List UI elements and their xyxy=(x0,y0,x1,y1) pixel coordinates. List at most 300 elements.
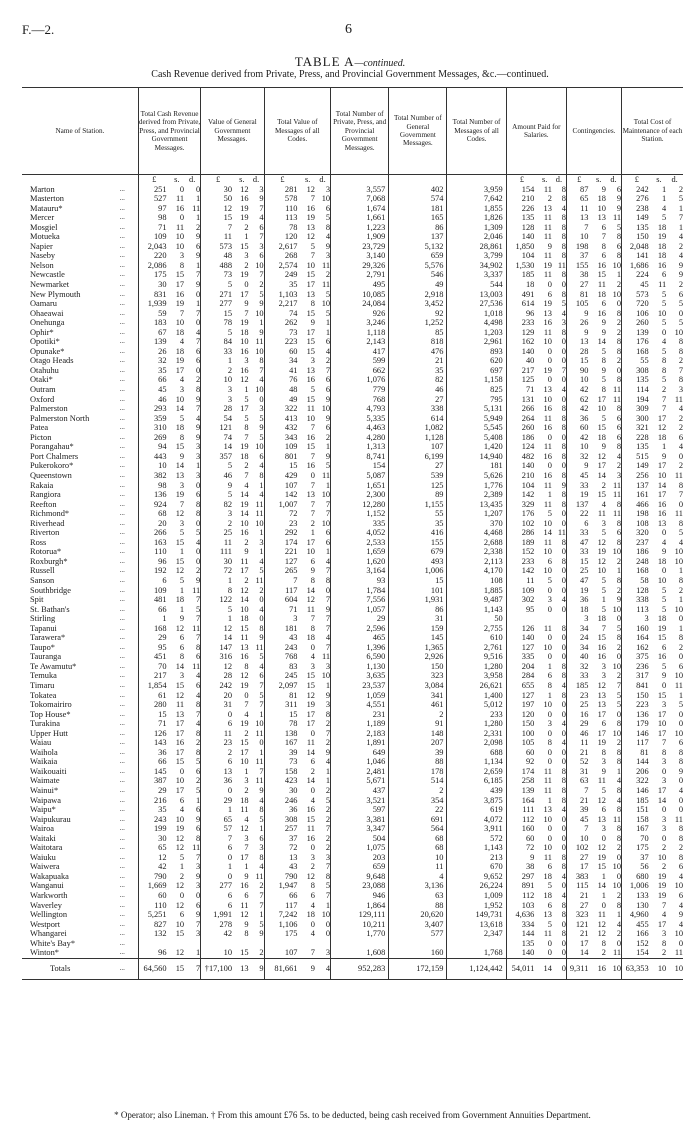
num-all: 1,143 xyxy=(447,605,506,615)
gov-shillings: 3 xyxy=(244,776,249,786)
contingency-pence: 11 xyxy=(612,213,622,223)
maintenance-pence: 9 xyxy=(678,910,683,920)
salary-pounds: 162 xyxy=(506,337,537,347)
contingency-shillings: 8 xyxy=(601,938,606,948)
num-gov: 3,136 xyxy=(389,881,447,891)
salary-shillings: 16 xyxy=(543,404,552,414)
gov-shillings: 12 xyxy=(240,671,249,681)
all-pounds: 142 xyxy=(264,490,300,500)
num-gov: 574 xyxy=(389,194,447,204)
num-all: 2,046 xyxy=(447,232,506,242)
all-shillings: 4 xyxy=(310,652,315,662)
num-private: 5,087 xyxy=(331,471,389,481)
cash-pounds: 29 xyxy=(138,633,169,643)
maintenance-pounds: 276 xyxy=(622,194,652,204)
maintenance-pounds: 136 xyxy=(622,710,652,720)
cash-pence: 7 xyxy=(196,709,201,719)
maintenance-pence: 9 xyxy=(678,270,683,280)
page-number: 6 xyxy=(345,22,352,37)
gov-pounds: 30 xyxy=(201,185,235,195)
station-name: Ophir* xyxy=(30,327,54,337)
all-pence: 7 xyxy=(325,614,331,624)
all-pounds: 34 xyxy=(264,356,300,366)
num-private: 3,557 xyxy=(331,185,389,195)
num-private: 1,651 xyxy=(331,481,389,491)
maintenance-pounds: 309 xyxy=(622,404,652,414)
num-gov: 659 xyxy=(389,251,447,261)
gov-pence: 4 xyxy=(259,795,264,805)
station-name: Waimate xyxy=(30,776,60,786)
num-all: 370 xyxy=(447,519,506,529)
salary-pence: 8 xyxy=(561,222,566,232)
all-pounds: 48 xyxy=(264,385,300,395)
gov-pence: 4 xyxy=(259,375,264,385)
salary-shillings: 1 xyxy=(547,490,552,500)
maintenance-shillings: 17 xyxy=(657,413,667,423)
station-name: Top House* xyxy=(30,709,71,719)
num-private: 1,659 xyxy=(331,547,389,557)
salary-pounds: 233 xyxy=(506,318,537,328)
leader-dots: ... xyxy=(119,814,125,823)
salary-pounds: 140 xyxy=(506,347,537,357)
num-gov: 145 xyxy=(389,633,447,643)
salary-pence: 0 xyxy=(561,757,566,767)
table-row xyxy=(22,719,683,729)
salary-pounds: 104 xyxy=(506,481,537,491)
contingency-pounds: 21 xyxy=(566,929,591,939)
num-gov: 323 xyxy=(389,671,447,681)
gov-shillings: 14 xyxy=(240,595,249,605)
cash-shillings: 8 xyxy=(179,260,185,270)
all-pounds: 1,947 xyxy=(264,881,300,891)
gov-pounds: 42 xyxy=(201,929,235,939)
maintenance-pounds: 321 xyxy=(622,423,652,433)
maintenance-pounds: 108 xyxy=(622,519,652,529)
all-shillings: 0 xyxy=(310,843,315,853)
cash-pounds: 42 xyxy=(138,862,169,872)
contingency-pence: 0 xyxy=(616,709,622,719)
all-shillings: 11 xyxy=(306,824,315,834)
maintenance-pence: 8 xyxy=(678,346,683,356)
cash-pence: 6 xyxy=(196,805,201,815)
cash-shillings: 12 xyxy=(175,833,185,843)
gov-pence: 4 xyxy=(259,213,264,223)
leader-dots: ... xyxy=(119,595,125,604)
salary-pence: 4 xyxy=(561,738,566,748)
salary-shillings: 11 xyxy=(543,232,552,242)
gov-shillings: 19 xyxy=(240,318,249,328)
num-private: 4,463 xyxy=(331,423,389,433)
all-shillings: 4 xyxy=(310,929,315,939)
salary-pence: 0 xyxy=(561,394,566,404)
leader-dots: ... xyxy=(119,490,125,499)
table-title-suffix: —continued. xyxy=(354,58,406,69)
all-shillings: 7 xyxy=(310,480,315,490)
all-pounds: 78 xyxy=(264,223,300,233)
all-shillings: 9 xyxy=(300,958,315,979)
all-pounds: 158 xyxy=(264,767,300,777)
salary-pounds: 135 xyxy=(506,939,537,949)
gov-shillings: 12 xyxy=(240,375,249,385)
gov-pounds: 271 xyxy=(201,290,235,300)
gov-shillings: 2 xyxy=(244,575,249,585)
all-pence: 2 xyxy=(325,814,331,824)
num-all: 2,338 xyxy=(447,547,506,557)
cash-pounds: 15 xyxy=(138,710,169,720)
gov-shillings: 3 xyxy=(244,251,249,261)
contingency-shillings: 5 xyxy=(601,346,606,356)
num-gov: 2 xyxy=(389,786,447,796)
num-all: 825 xyxy=(447,385,506,395)
salary-shillings: 0 xyxy=(547,709,552,719)
salary-pounds: 120 xyxy=(506,710,537,720)
num-private: 662 xyxy=(331,366,389,376)
gov-pounds: 48 xyxy=(201,251,235,261)
all-pence: 3 xyxy=(325,184,331,194)
cash-shillings: 10 xyxy=(175,814,185,824)
gov-pounds: 12 xyxy=(201,624,235,634)
salary-pounds: 174 xyxy=(506,767,537,777)
maintenance-shillings: 4 xyxy=(662,203,667,213)
cash-shillings: 10 xyxy=(175,318,185,328)
gov-shillings: 4 xyxy=(244,480,249,490)
contingency-pounds: 45 xyxy=(566,815,591,825)
cash-pence: 9 xyxy=(196,394,201,404)
gov-shillings: 19 xyxy=(240,203,249,213)
salary-shillings: 11 xyxy=(543,213,552,223)
num-gov: 27 xyxy=(389,395,447,405)
num-private xyxy=(331,939,389,949)
all-pounds: 113 xyxy=(264,213,300,223)
gov-shillings: 10 xyxy=(240,757,249,767)
station-name: Tokomairiro xyxy=(30,700,72,710)
contingency-shillings: 11 xyxy=(597,910,606,920)
cash-pence: 6 xyxy=(196,680,201,690)
salary-pounds: 152 xyxy=(506,547,537,557)
salary-pounds: 125 xyxy=(506,375,537,385)
leader-dots: ... xyxy=(119,642,125,651)
cash-pounds: 136 xyxy=(138,490,169,500)
cash-shillings: 9 xyxy=(179,614,185,624)
salary-pence: 8 xyxy=(561,852,566,862)
num-private: 952,283 xyxy=(331,958,389,979)
all-shillings: 0 xyxy=(310,642,315,652)
all-shillings: 5 xyxy=(310,385,315,395)
maintenance-shillings: 10 xyxy=(657,852,667,862)
gov-shillings: 4 xyxy=(244,709,249,719)
leader-dots: ... xyxy=(119,633,125,642)
salary-pence: 8 xyxy=(561,910,566,920)
leader-dots: ... xyxy=(119,766,125,775)
contingency-pence: 8 xyxy=(616,633,622,643)
contingency-shillings: 6 xyxy=(601,222,606,232)
table-row xyxy=(22,595,683,605)
num-gov: 476 xyxy=(389,347,447,357)
all-pence: 3 xyxy=(325,948,331,958)
all-pounds: 1,103 xyxy=(264,290,300,300)
salary-pounds: 128 xyxy=(506,223,537,233)
leader-dots: ... xyxy=(119,385,125,394)
maintenance-pence: 4 xyxy=(678,537,683,547)
cash-pence: 8 xyxy=(196,509,201,519)
all-pounds: 167 xyxy=(264,738,300,748)
cash-shillings: 15 xyxy=(175,680,185,690)
cash-pence: 0 xyxy=(196,556,201,566)
cash-pence: 0 xyxy=(196,891,201,901)
leader-dots: ... xyxy=(119,709,125,718)
station-name: Picton xyxy=(30,432,52,442)
all-pounds: 15 xyxy=(264,710,300,720)
gov-pounds: 111 xyxy=(201,547,235,557)
salary-pence: 8 xyxy=(561,900,566,910)
num-gov: 165 xyxy=(389,213,447,223)
contingency-pence: 8 xyxy=(616,537,622,547)
gov-pounds: 12 xyxy=(201,662,235,672)
gov-pounds: 29 xyxy=(201,796,235,806)
num-private: 2,183 xyxy=(331,729,389,739)
maintenance-shillings: 10 xyxy=(657,719,667,729)
table-row xyxy=(22,251,683,261)
maintenance-shillings: 8 xyxy=(662,365,667,375)
gov-pence: 7 xyxy=(259,203,264,213)
num-gov: 577 xyxy=(389,929,447,939)
salary-shillings: 5 xyxy=(547,881,552,891)
salary-pounds: 11 xyxy=(506,576,537,586)
maintenance-pence: 2 xyxy=(678,642,683,652)
cash-shillings: 19 xyxy=(175,824,185,834)
num-gov: 3,407 xyxy=(389,920,447,930)
all-shillings: 15 xyxy=(306,671,315,681)
num-all: 1,009 xyxy=(447,891,506,901)
num-private: 5,671 xyxy=(331,776,389,786)
contingency-shillings: 8 xyxy=(601,747,606,757)
maintenance-shillings: 0 xyxy=(662,680,667,690)
all-pounds: 432 xyxy=(264,423,300,433)
num-private: 24,084 xyxy=(331,299,389,309)
maintenance-shillings: 5 xyxy=(662,318,667,328)
num-private: 1,076 xyxy=(331,375,389,385)
num-all: 213 xyxy=(447,853,506,863)
num-gov: 354 xyxy=(389,796,447,806)
num-private: 1,059 xyxy=(331,691,389,701)
maintenance-pounds: 238 xyxy=(622,204,652,214)
table-row xyxy=(22,872,683,882)
num-all: 2,659 xyxy=(447,767,506,777)
gov-pence: 9 xyxy=(259,299,264,309)
salary-pounds: 176 xyxy=(506,509,537,519)
num-gov: 2 xyxy=(389,710,447,720)
gov-shillings: 13 xyxy=(240,642,249,652)
all-pence: 5 xyxy=(325,795,331,805)
all-shillings: 13 xyxy=(306,365,315,375)
num-private: 203 xyxy=(331,853,389,863)
num-private: 2,143 xyxy=(331,337,389,347)
leader-dots: ... xyxy=(119,805,125,814)
contingency-pence: 0 xyxy=(616,871,622,881)
salary-pence: 9 xyxy=(561,480,566,490)
contingency-pounds: 323 xyxy=(566,910,591,920)
maintenance-shillings: 6 xyxy=(662,642,667,652)
num-all: 181 xyxy=(447,461,506,471)
cash-pence: 1 xyxy=(196,461,201,471)
gov-pounds: 1 xyxy=(201,356,235,366)
salary-pence: 4 xyxy=(561,680,566,690)
all-shillings: 15 xyxy=(306,394,315,404)
all-pence: 10 xyxy=(321,671,331,681)
gov-pounds: 1 xyxy=(201,862,235,872)
salary-pence: 0 xyxy=(561,509,566,519)
contingency-pounds: 7 xyxy=(566,223,591,233)
salary-pounds: 72 xyxy=(506,843,537,853)
station-name: Waiau xyxy=(30,738,52,748)
contingency-shillings: 11 xyxy=(597,280,606,290)
maintenance-pence: 2 xyxy=(678,423,683,433)
contingency-pounds: 81 xyxy=(566,290,591,300)
salary-pounds: 210 xyxy=(506,471,537,481)
cash-shillings: 15 xyxy=(175,929,185,939)
salary-pence: 8 xyxy=(561,241,566,251)
all-pounds: 790 xyxy=(264,872,300,882)
salary-pounds: 210 xyxy=(506,194,537,204)
num-gov: 1,365 xyxy=(389,643,447,653)
salary-shillings: 6 xyxy=(547,862,552,872)
salary-pounds: 197 xyxy=(506,700,537,710)
salary-shillings: 11 xyxy=(543,222,552,232)
gov-pence: 2 xyxy=(259,280,264,290)
gov-pence: 9 xyxy=(259,633,264,643)
maintenance-pence: 2 xyxy=(678,843,683,853)
leader-dots: ... xyxy=(119,423,125,432)
contingency-shillings: 6 xyxy=(601,251,606,261)
num-gov: 82 xyxy=(389,375,447,385)
num-gov: 546 xyxy=(389,270,447,280)
salary-shillings: 0 xyxy=(547,356,552,366)
all-shillings: 15 xyxy=(306,337,315,347)
cash-pence: 8 xyxy=(196,700,201,710)
all-pence: 0 xyxy=(325,585,331,595)
contingency-pounds: 42 xyxy=(566,404,591,414)
leader-dots: ... xyxy=(120,958,139,979)
table-row xyxy=(22,834,683,844)
maintenance-pence: 10 xyxy=(674,929,683,939)
gov-pounds: 50 xyxy=(201,194,235,204)
maintenance-pence: 10 xyxy=(674,728,683,738)
contingency-pence: 2 xyxy=(616,642,622,652)
contingency-shillings: 18 xyxy=(597,432,606,442)
table-row xyxy=(22,738,683,748)
cash-pence: 8 xyxy=(196,833,201,843)
salary-shillings: 0 xyxy=(547,280,552,290)
all-pounds: 257 xyxy=(264,824,300,834)
all-shillings: 8 xyxy=(310,299,315,309)
cash-pence: 0 xyxy=(196,547,201,557)
cash-pounds: 175 xyxy=(138,270,169,280)
contingency-pounds: 52 xyxy=(566,757,591,767)
all-shillings: 15 xyxy=(306,346,315,356)
table-row xyxy=(22,366,683,376)
salary-shillings: 0 xyxy=(547,747,552,757)
cash-pounds: 293 xyxy=(138,404,169,414)
contingency-shillings: 13 xyxy=(597,690,606,700)
table-title-main: TABLE A xyxy=(294,54,355,69)
maintenance-pence: 1 xyxy=(678,595,683,605)
gov-pence xyxy=(249,939,265,949)
cash-pence: 6 xyxy=(196,766,201,776)
cash-shillings: 5 xyxy=(179,413,185,423)
table-row xyxy=(22,901,683,911)
all-pounds: 801 xyxy=(264,452,300,462)
maintenance-pounds: 322 xyxy=(622,776,652,786)
leader-dots: ... xyxy=(119,881,125,890)
table-row xyxy=(22,347,683,357)
contingency-shillings: 12 xyxy=(597,680,606,690)
salary-pounds: 142 xyxy=(506,490,537,500)
contingency-pence: 8 xyxy=(616,757,622,767)
cash-pounds: 46 xyxy=(138,395,169,405)
gov-pounds: 15 xyxy=(201,213,235,223)
contingency-shillings: 16 xyxy=(597,260,606,270)
salary-pounds: 329 xyxy=(506,500,537,510)
contingency-shillings: 8 xyxy=(601,385,606,395)
leader-dots: ... xyxy=(119,413,125,422)
salary-shillings: 0 xyxy=(547,375,552,385)
contingency-shillings: 13 xyxy=(597,814,606,824)
contingency-pounds: 15 xyxy=(566,356,591,366)
gov-shillings: 19 xyxy=(240,499,249,509)
cash-shillings: 10 xyxy=(175,919,185,929)
maintenance-shillings: 1 xyxy=(662,194,667,204)
cash-pence: 2 xyxy=(196,738,201,748)
salary-pounds: 491 xyxy=(506,290,537,300)
maintenance-pounds: 260 xyxy=(622,318,652,328)
leader-dots: ... xyxy=(119,394,125,403)
salary-shillings: 11 xyxy=(543,776,552,786)
num-gov: 101 xyxy=(389,586,447,596)
salary-shillings: 13 xyxy=(543,910,552,920)
gov-pounds: 23 xyxy=(201,738,235,748)
num-private: 7,068 xyxy=(331,194,389,204)
salary-shillings: 13 xyxy=(543,805,552,815)
num-all: 5,626 xyxy=(447,471,506,481)
salary-pence: 5 xyxy=(561,299,566,309)
col-header-gov-value: Value of General Government Messages. xyxy=(201,88,264,175)
gov-shillings: 2 xyxy=(244,222,249,232)
maintenance-shillings: 7 xyxy=(662,404,667,414)
all-pounds: 768 xyxy=(264,652,300,662)
num-gov: 49 xyxy=(389,280,447,290)
maintenance-pence: 4 xyxy=(678,442,683,452)
all-pounds: 262 xyxy=(264,318,300,328)
cash-shillings: 18 xyxy=(175,423,185,433)
salary-shillings: 9 xyxy=(547,241,552,251)
maintenance-pounds: 308 xyxy=(622,366,652,376)
cash-pounds: 443 xyxy=(138,452,169,462)
maintenance-shillings: 17 xyxy=(657,461,667,471)
salary-pence: 8 xyxy=(561,270,566,280)
cash-shillings: 18 xyxy=(175,346,185,356)
gov-pounds: 5 xyxy=(201,328,235,338)
gov-pounds: 6 xyxy=(201,843,235,853)
cash-shillings: 1 xyxy=(179,585,185,595)
salary-shillings: 11 xyxy=(543,327,552,337)
contingency-shillings: 18 xyxy=(597,289,606,299)
gov-pounds: 357 xyxy=(201,452,235,462)
maintenance-pounds: 720 xyxy=(622,299,652,309)
cash-pence xyxy=(184,939,201,949)
all-shillings: 2 xyxy=(310,862,315,872)
maintenance-pence: 6 xyxy=(678,862,683,872)
maintenance-pounds: 58 xyxy=(622,576,652,586)
